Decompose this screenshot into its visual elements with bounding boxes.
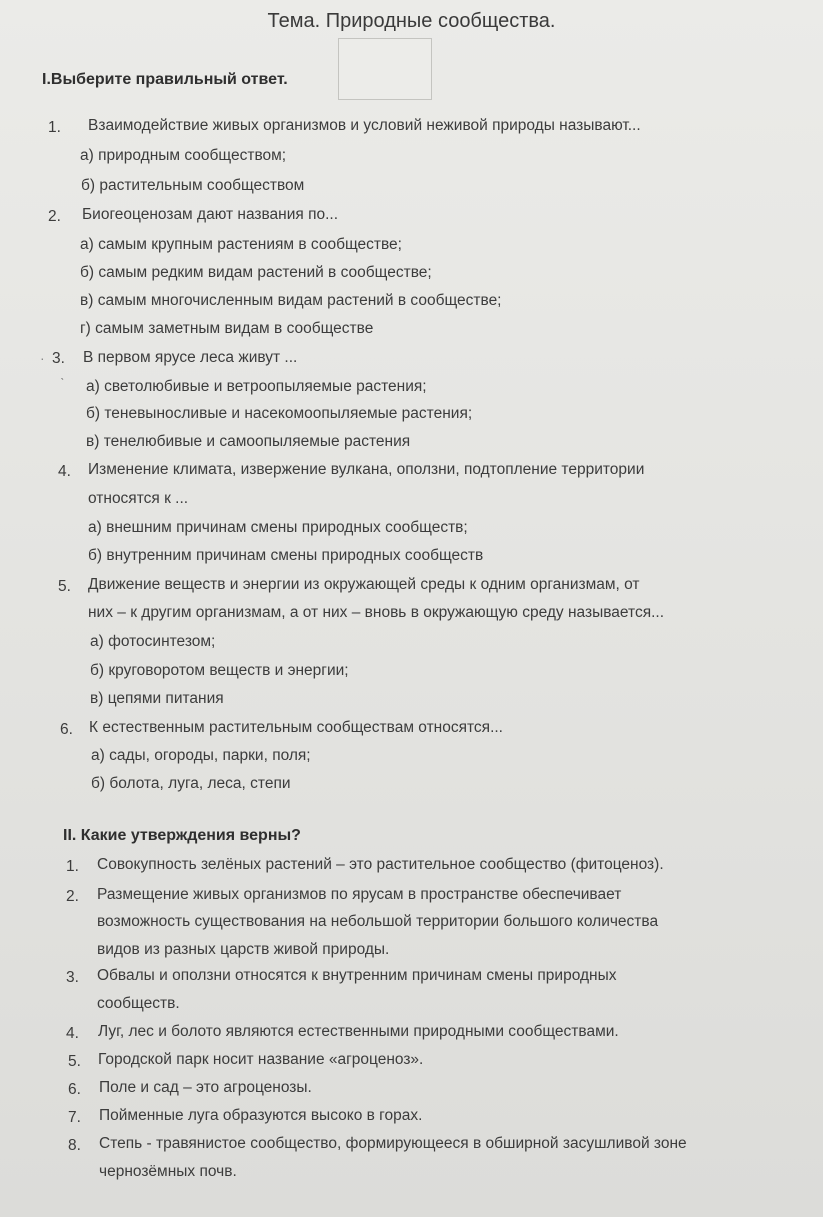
question-text: Движение веществ и энергии из окружающей среды к одним организмам, от [88, 576, 640, 593]
question-number: 1. [48, 119, 61, 136]
statement-text: видов из разных царств живой природы. [97, 941, 390, 958]
statement-text: Обвалы и оползни относятся к внутренним причинам смены природных [97, 967, 617, 984]
answer-option: а) природным сообществом; [80, 147, 287, 164]
statement-text: Поле и сад – это агроценозы. [99, 1079, 312, 1096]
question-text: К естественным растительным сообществам относятся... [89, 719, 503, 736]
statement-number: 5. [68, 1053, 81, 1070]
statement-number: 6. [68, 1081, 81, 1098]
question-text: относятся к ... [88, 490, 189, 507]
statement-text: Степь - травянистое сообщество, формирующееся в обширной засушливой зоне [99, 1135, 687, 1152]
question-number: 2. [48, 208, 61, 225]
answer-option: б) круговоротом веществ и энергии; [90, 662, 349, 679]
question-number: 5. [58, 578, 71, 595]
question-text: Взаимодействие живых организмов и условий неживой природы называют... [88, 117, 641, 134]
answer-option: б) болота, луга, леса, степи [91, 775, 291, 792]
part2-heading: II. Какие утверждения верны? [63, 827, 301, 844]
answer-option: а) фотосинтезом; [90, 633, 216, 650]
answer-option: а) сады, огороды, парки, поля; [91, 747, 311, 764]
answer-option: а) светолюбивые и ветроопыляемые растения; [86, 378, 427, 395]
statement-text: Пойменные луга образуются высоко в горах. [99, 1107, 423, 1124]
answer-option: в) цепями питания [90, 690, 224, 707]
answer-option: в) тенелюбивые и самоопыляемые растения [86, 433, 411, 450]
statement-number: 8. [68, 1137, 81, 1154]
answer-option: б) самым редким видам растений в сообществе; [80, 264, 432, 281]
statement-number: 1. [66, 858, 79, 875]
answer-option: г) самым заметным видам в сообществе [80, 320, 374, 337]
statement-text: Городской парк носит название «агроценоз». [98, 1051, 424, 1068]
score-box [338, 38, 432, 100]
answer-option: б) внутренним причинам смены природных сообществ [88, 547, 484, 564]
answer-option: в) самым многочисленным видам растений в сообществе; [80, 292, 502, 309]
pencil-mark: ˋ [60, 375, 65, 391]
statement-number: 2. [66, 888, 79, 905]
statement-text: чернозёмных почв. [99, 1163, 237, 1180]
question-number: 6. [60, 721, 73, 738]
statement-text: Размещение живых организмов по ярусам в пространстве обеспечивает [97, 886, 622, 903]
statement-number: 4. [66, 1025, 79, 1042]
part1-heading: I.Выберите правильный ответ. [42, 71, 288, 88]
statement-text: Совокупность зелёных растений – это растительное сообщество (фитоценоз). [97, 856, 664, 873]
statement-number: 7. [68, 1109, 81, 1126]
question-text: В первом ярусе леса живут ... [83, 349, 298, 366]
page-title: Тема. Природные сообщества. [267, 10, 556, 32]
answer-option: б) теневыносливые и насекомоопыляемые растения; [86, 405, 473, 422]
question-text: Изменение климата, извержение вулкана, оползни, подтопление территории [88, 461, 645, 478]
question-text: Биогеоценозам дают названия по... [82, 206, 339, 223]
answer-option: а) самым крупным растениям в сообществе; [80, 236, 402, 253]
statement-number: 3. [66, 969, 79, 986]
question-text: них – к другим организмам, а от них – вновь в окружающую среду называется... [88, 604, 665, 621]
statement-text: Луг, лес и болото являются естественными природными сообществами. [98, 1023, 619, 1040]
statement-text: возможность существования на небольшой территории большого количества [97, 913, 659, 930]
statement-text: сообществ. [97, 995, 180, 1012]
answer-option: а) внешним причинам смены природных сообществ; [88, 519, 468, 536]
answer-option: б) растительным сообществом [81, 177, 305, 194]
question-number: 3. [52, 350, 65, 367]
question-number: 4. [58, 463, 71, 480]
pencil-mark: · [40, 350, 45, 366]
